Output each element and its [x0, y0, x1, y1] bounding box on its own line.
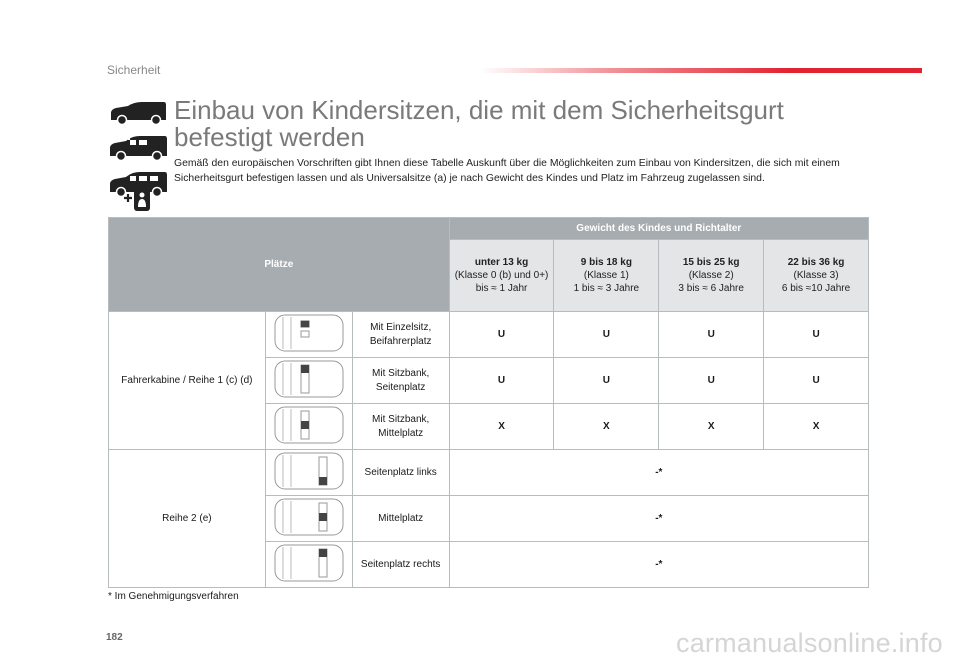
- weight-class: (Klasse 1): [583, 270, 629, 281]
- table-cell: U: [764, 312, 869, 358]
- table-cell: X: [449, 404, 554, 450]
- table-cell: U: [449, 358, 554, 404]
- weight-range: 22 bis 36 kg: [787, 257, 845, 268]
- seat-diagram-icon: [265, 358, 352, 404]
- seat-diagram-icon: [265, 542, 352, 588]
- intro-text: Gemäß den europäischen Vorschriften gibt Ihnen diese Tabelle Auskunft über die Möglichkeiten zum Einbau von Kindersitzen, die sich mit einem Sicherheitsgurt befestigen lassen und als Universalsitze (a) je nach Gewicht des Kindes und Platz im Fahrzeug zugelassen sind.: [174, 158, 840, 184]
- seat-position-label: Mit Sitzbank, Mittelplatz: [352, 404, 449, 450]
- page-title: Einbau von Kindersitzen, die mit dem Sicherheitsgurt befestigt werden: [174, 95, 784, 152]
- table-cell: -*: [449, 542, 868, 588]
- table-cell: -*: [449, 496, 868, 542]
- table-cell: U: [554, 312, 659, 358]
- table-cell: U: [764, 358, 869, 404]
- seat-position-label: Seitenplatz rechts: [352, 542, 449, 588]
- table-cell: X: [554, 404, 659, 450]
- weight-header: Gewicht des Kindes und Richtalter: [449, 218, 868, 240]
- table-cell: U: [449, 312, 554, 358]
- weight-column-header: [764, 240, 869, 312]
- weight-class: (Klasse 2): [688, 270, 734, 281]
- weight-column-header: [659, 240, 764, 312]
- table-cell: X: [659, 404, 764, 450]
- weight-age: 3 bis ≈ 6 Jahre: [678, 283, 744, 294]
- table-cell: U: [554, 358, 659, 404]
- section-title: Sicherheit: [107, 63, 161, 77]
- weight-range: 9 bis 18 kg: [580, 257, 632, 268]
- seat-diagram-icon: [265, 496, 352, 542]
- table-row: [109, 312, 869, 358]
- weight-age: bis ≈ 1 Jahr: [475, 283, 528, 294]
- watermark: carmanualsonline.info: [676, 628, 943, 658]
- van-medium-icon: [108, 134, 168, 162]
- weight-class: (Klasse 0 (b) und 0+): [454, 270, 549, 281]
- table-cell: U: [659, 312, 764, 358]
- seat-diagram-icon: [265, 404, 352, 450]
- weight-age: 6 bis ≈10 Jahre: [781, 283, 851, 294]
- group-label: Reihe 2 (e): [109, 450, 266, 588]
- table-cell: -*: [449, 450, 868, 496]
- weight-column-header: [554, 240, 659, 312]
- places-header: Plätze: [109, 218, 450, 312]
- seat-diagram-icon: [265, 312, 352, 358]
- page-number: 182: [106, 632, 123, 643]
- weight-column-header: [449, 240, 554, 312]
- weight-range: unter 13 kg: [474, 257, 529, 268]
- seat-position-label: Seitenplatz links: [352, 450, 449, 496]
- seat-position-label: Mit Einzelsitz, Beifahrerplatz: [352, 312, 449, 358]
- table-cell: X: [764, 404, 869, 450]
- seat-compatibility-table: [108, 217, 869, 588]
- van-short-icon: [108, 100, 168, 126]
- table-row: [109, 450, 869, 496]
- table-cell: U: [659, 358, 764, 404]
- seat-diagram-icon: [265, 450, 352, 496]
- section-accent-line: [480, 68, 922, 73]
- weight-range: 15 bis 25 kg: [682, 257, 740, 268]
- seat-position-label: Mittelplatz: [352, 496, 449, 542]
- footnote: * Im Genehmigungsverfahren: [108, 591, 239, 602]
- weight-age: 1 bis ≈ 3 Jahre: [573, 283, 640, 294]
- plus-child-icon: [122, 188, 152, 212]
- weight-class: (Klasse 3): [793, 270, 839, 281]
- group-label: Fahrerkabine / Reihe 1 (c) (d): [109, 312, 266, 450]
- seat-position-label: Mit Sitzbank, Seitenplatz: [352, 358, 449, 404]
